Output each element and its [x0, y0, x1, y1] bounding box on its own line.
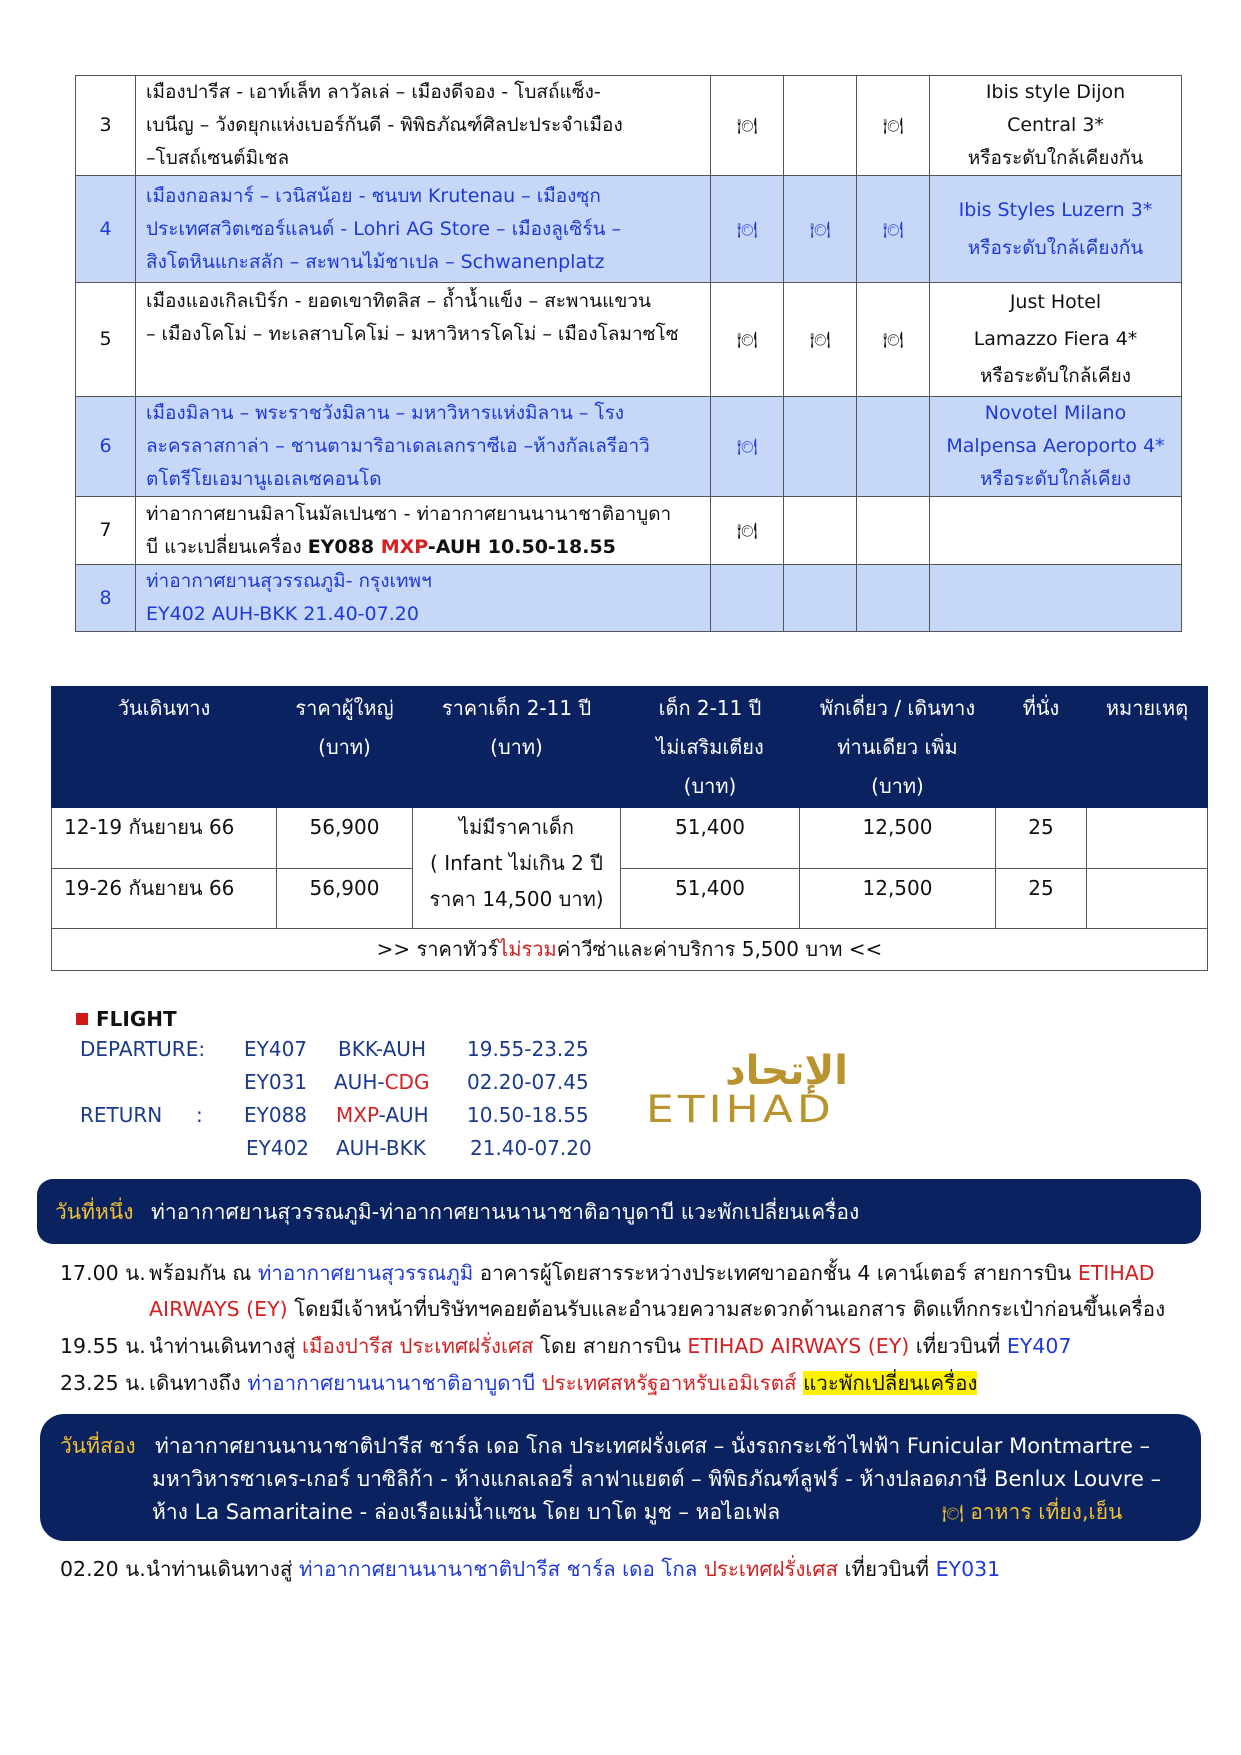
desc-line: สิงโตหินแกะสลัก – สะพานไม้ชาเปล – Schwanenplatz [146, 250, 605, 273]
airline-name: AIRWAYS (EY) [149, 1297, 288, 1321]
etihad-logo [646, 1048, 896, 1138]
text-part: อาคารผู้โดยสารระหว่างประเทศขาออกชั้น 4 เคาน์เตอร์ สายการบิน [473, 1261, 1078, 1285]
itinerary-table [75, 75, 1182, 632]
breakfast-cell [711, 176, 784, 283]
header-seats [996, 687, 1087, 808]
lunch-cell [784, 497, 857, 565]
route-part: AUH- [334, 1070, 385, 1094]
meal-icon: 🍽 [736, 330, 758, 349]
day-description [136, 397, 711, 497]
header-adult-price [277, 687, 413, 808]
desc-line: –โบสถ์เซนต์มิเชล [146, 147, 290, 169]
text-part: โดย สายการบิน [533, 1334, 688, 1358]
event-time: 02.20 น. [60, 1557, 146, 1581]
departure-label: DEPARTURE: [80, 1037, 206, 1061]
airport-name: ท่าอากาศยานนานาชาติอาบูดาบี [247, 1371, 536, 1395]
day-description [136, 497, 711, 565]
desc-line: EY402 AUH-BKK 21.40-07.20 [146, 603, 419, 625]
destination: เมืองปารีส ประเทศฝรั่งเศส [301, 1334, 534, 1358]
meal-icon: 🍽 [882, 330, 904, 349]
header-text: (บาท) [318, 735, 371, 759]
lunch-cell [784, 76, 857, 176]
event-text [149, 1330, 1072, 1363]
child-price-note [413, 808, 621, 929]
price-table [51, 686, 1208, 971]
event-text [146, 1553, 1000, 1586]
flight-route: BKK-AUH [338, 1037, 426, 1061]
flight-route [336, 1103, 429, 1127]
day-number: 8 [76, 565, 136, 632]
hotel-line: Ibis Styles Luzern 3* [958, 199, 1153, 221]
breakfast-cell [711, 397, 784, 497]
dinner-cell [857, 76, 930, 176]
day-number: 6 [76, 397, 136, 497]
flight-code: EY088 [307, 535, 381, 558]
dinner-cell [857, 565, 930, 632]
dinner-cell [857, 283, 930, 397]
header-text: พักเดี่ยว / เดินทาง [819, 696, 976, 720]
day-description [136, 283, 711, 397]
flight-code: EY031 [244, 1070, 308, 1094]
header-text: วันเดินทาง [117, 696, 211, 720]
header-child-no-bed [621, 687, 800, 808]
price-row [52, 869, 1208, 929]
header-text: เด็ก 2-11 ปี [658, 696, 762, 720]
flight-code: EY031 [935, 1557, 1001, 1581]
desc-line: – เมืองโคโม่ – ทะเลสาบโคโม่ – มหาวิหารโคโม่ – เมืองโลมาซโซ [146, 323, 679, 345]
desc-line: เมืองมิลาน – พระราชวังมิลาน – มหาวิหารแห่งมิลาน – โรง [146, 402, 625, 424]
desc-text: บี แวะเปลี่ยนเครื่อง [146, 535, 308, 558]
dinner-cell [857, 176, 930, 283]
desc-line: ประเทศสวิตเซอร์แลนด์ - Lohri AG Store – เมืองลูเซิร์น – [146, 217, 622, 240]
day-label: วันที่หนึ่ง [55, 1200, 134, 1224]
day-number: 5 [76, 283, 136, 397]
route-part: -AUH [378, 1103, 429, 1127]
day-description [136, 176, 711, 283]
day-title-line: ห้าง La Samaritaine - ล่องเรือแม่น้ำแซน โดย บาโต มูช – หอไอเฟล [152, 1500, 781, 1524]
itinerary-row [76, 176, 1182, 283]
footer-text: >> ราคาทัวร์ [376, 937, 499, 961]
text-part: เดินทางถึง [149, 1371, 248, 1395]
text-part: โดยมีเจ้าหน้าที่บริษัทฯคอยต้อนรับและอำนวยความสะดวกด้านเอกสาร ติดแท็กกระเป๋าก่อนขึ้นเครื่อง [287, 1297, 1166, 1321]
adult-price: 56,900 [277, 808, 413, 869]
hotel-cell [930, 497, 1182, 565]
remarks [1087, 869, 1208, 929]
header-text: (บาท) [490, 735, 543, 759]
seats: 25 [996, 808, 1087, 869]
desc-line: ละครลาสกาล่า – ชานตามาริอาเดลเลกราซีเอ –ห้างกัลเลรีอาวิ [146, 435, 650, 457]
hotel-line: Just Hotel [1009, 291, 1102, 313]
flight-code: EY402 [246, 1136, 310, 1160]
itinerary-row [76, 397, 1182, 497]
lunch-cell [784, 565, 857, 632]
return-colon: : [196, 1103, 203, 1127]
child-no-bed-price: 51,400 [621, 808, 800, 869]
day-number: 4 [76, 176, 136, 283]
day-number: 3 [76, 76, 136, 176]
airport-name: ท่าอากาศยานนานาชาติปารีส ชาร์ล เดอ โกล [298, 1557, 698, 1581]
itinerary-row [76, 283, 1182, 397]
itinerary-row [76, 497, 1182, 565]
hotel-line: Malpensa Aeroporto 4* [946, 435, 1165, 457]
text-part: เที่ยวบินที่ [909, 1334, 1007, 1358]
desc-line: ท่าอากาศยานสุวรรณภูมิ- กรุงเทพฯ [146, 570, 432, 592]
header-text: (บาท) [683, 774, 737, 798]
airline-name: ETIHAD [1077, 1261, 1155, 1285]
country-name: ประเทศฝรั่งเศส [703, 1557, 838, 1581]
day-label: วันที่สอง [60, 1434, 136, 1458]
square-bullet-icon [76, 1013, 88, 1025]
header-child-price [413, 687, 621, 808]
day-meals [942, 1496, 1122, 1529]
desc-line: เบนีญ – วังดยุกแห่งเบอร์กันดี - พิพิธภัณฑ์ศิลปะประจำเมือง [146, 114, 623, 136]
meal-icon: 🍽 [736, 116, 758, 135]
header-text: หมายเหตุ [1105, 696, 1189, 720]
event-text [149, 1257, 1155, 1290]
header-text: ราคาผู้ใหญ่ [295, 696, 394, 720]
remarks [1087, 808, 1208, 869]
event-time: 19.55 น. [60, 1334, 146, 1358]
header-text: ราคาเด็ก 2-11 ปี [441, 696, 592, 720]
desc-line: เมืองแองเกิลเบิร์ก - ยอดเขาทิตลิส – ถ้ำน้ำแข็ง – สะพานแขวน [146, 290, 651, 312]
text-part: นำท่านเดินทางสู่ [146, 1557, 299, 1581]
meal-text: อาหาร เที่ยง,เย็น [970, 1500, 1123, 1524]
flight-title-text: FLIGHT [96, 1007, 177, 1031]
meal-icon: 🍽 [809, 219, 831, 239]
airline-name: ETIHAD AIRWAYS (EY) [687, 1334, 910, 1358]
hotel-line: Novotel Milano [984, 402, 1127, 424]
meal-icon: 🍽 [736, 437, 758, 456]
desc-line: ท่าอากาศยานมิลาโนมัลเปนซา - ท่าอากาศยานนานาชาติอาบูดา [146, 502, 672, 525]
header-travel-date [52, 687, 277, 808]
header-text: ไม่เสริมเตียง [656, 735, 764, 759]
day-number: 7 [76, 497, 136, 565]
flight-route [334, 1070, 429, 1094]
hotel-cell [930, 397, 1182, 497]
return-label: RETURN [80, 1103, 163, 1127]
hotel-cell [930, 176, 1182, 283]
price-footer-row [52, 929, 1208, 971]
breakfast-cell [711, 283, 784, 397]
header-text: ที่นั่ง [1022, 696, 1060, 720]
breakfast-cell [711, 565, 784, 632]
flight-time: 19.55-23.25 [467, 1037, 589, 1061]
desc-line: ตโตรีโยเอมานูเอเลเซคอนโด [146, 468, 382, 490]
route-airport: MXP [336, 1103, 379, 1127]
event-time: 17.00 น. [60, 1261, 146, 1285]
flight-title [76, 1007, 177, 1031]
flight-code: EY407 [1006, 1334, 1072, 1358]
day-description [136, 76, 711, 176]
hotel-cell [930, 565, 1182, 632]
text-part: เที่ยวบินที่ [837, 1557, 936, 1581]
flight-time: 10.50-18.55 [467, 1103, 589, 1127]
event-text [149, 1367, 977, 1400]
meal-icon: 🍽 [809, 330, 831, 349]
day1-header [37, 1179, 1201, 1244]
header-text: ท่านเดียว เพิ่ม [837, 735, 958, 759]
flight-time: 02.20-07.45 [467, 1070, 589, 1094]
day-title-line: มหาวิหารซาเคร-เกอร์ บาซิลิก้า - ห้างแกลเลอรี่ ลาฟาแยตต์ – พิพิธภัณฑ์ลูฟร์ - ห้างปลอดภาษี Benlux Louvre – [152, 1467, 1162, 1491]
child-no-bed-price: 51,400 [621, 869, 800, 929]
route-airport: CDG [384, 1070, 430, 1094]
footer-excluded: ไม่รวม [498, 937, 557, 961]
price-header-row [52, 687, 1208, 808]
day-title: ท่าอากาศยานสุวรรณภูมิ-ท่าอากาศยานนานาชาติอาบูดาบี แวะพักเปลี่ยนเครื่อง [151, 1200, 860, 1224]
hotel-line: Lamazzo Fiera 4* [973, 328, 1138, 350]
day-title-line: ท่าอากาศยานนานาชาติปารีส ชาร์ล เดอ โกล ประเทศฝรั่งเศส – นั่งรถกระเช้าไฟฟ้า Funicular Montmartre – [155, 1434, 1151, 1458]
day2-header [40, 1414, 1201, 1541]
day-description [136, 565, 711, 632]
highlight-text: แวะพักเปลี่ยนเครื่อง [803, 1371, 978, 1395]
flight-code: EY088 [244, 1103, 308, 1127]
meal-icon: 🍽 [736, 219, 758, 239]
header-single-supplement [800, 687, 996, 808]
price-footer-note [52, 929, 1208, 971]
header-remarks [1087, 687, 1208, 808]
lunch-cell [784, 283, 857, 397]
lunch-cell [784, 176, 857, 283]
meal-icon: 🍽 [736, 521, 758, 540]
flight-time: 21.40-07.20 [470, 1136, 592, 1160]
airport-name: ท่าอากาศยานสุวรรณภูมิ [257, 1261, 474, 1285]
travel-date: 12-19 กันยายน 66 [52, 808, 277, 869]
flight-route: AUH-BKK [336, 1136, 426, 1160]
hotel-line: หรือระดับใกล้เคียงกัน [967, 147, 1144, 169]
note-line: ราคา 14,500 บาท) [429, 887, 604, 911]
price-row [52, 808, 1208, 869]
event-text [149, 1293, 1165, 1326]
adult-price: 56,900 [277, 869, 413, 929]
itinerary-row [76, 565, 1182, 632]
hotel-cell [930, 76, 1182, 176]
hotel-line: หรือระดับใกล้เคียงกัน [967, 237, 1144, 259]
logo-arabic: الإتحاد [725, 1048, 848, 1094]
meal-icon: 🍽 [942, 1504, 964, 1524]
desc-line: เมืองกอลมาร์ – เวนิสน้อย - ชนบท Krutenau – เมืองซุก [146, 184, 601, 207]
hotel-cell [930, 283, 1182, 397]
country-name: ประเทศสหรัฐอาหรับเอมิเรตส์ [535, 1371, 797, 1395]
note-line: ( Infant ไม่เกิน 2 ปี [430, 851, 603, 875]
text-part: พร้อมกัน ณ [149, 1261, 258, 1285]
seats: 25 [996, 869, 1087, 929]
dinner-cell [857, 497, 930, 565]
desc-line: เมืองปารีส - เอาท์เล็ท ลาวัลเล่ – เมืองดีจอง - โบสถ์แซ็ง- [146, 81, 601, 103]
meal-icon: 🍽 [882, 219, 904, 239]
logo-text: ETIHAD [646, 1088, 835, 1132]
single-supplement: 12,500 [800, 808, 996, 869]
single-supplement: 12,500 [800, 869, 996, 929]
itinerary-row [76, 76, 1182, 176]
airport-code: MXP [380, 535, 428, 558]
dinner-cell [857, 397, 930, 497]
breakfast-cell [711, 497, 784, 565]
lunch-cell [784, 397, 857, 497]
note-line: ไม่มีราคาเด็ก [459, 815, 574, 839]
desc-line [146, 531, 702, 564]
meal-icon: 🍽 [882, 116, 904, 135]
hotel-line: Ibis style Dijon [985, 81, 1126, 103]
flight-route-time: -AUH 10.50-18.55 [427, 535, 616, 558]
hotel-line: หรือระดับใกล้เคียง [980, 468, 1131, 490]
text-part: นำท่านเดินทางสู่ [149, 1334, 302, 1358]
breakfast-cell [711, 76, 784, 176]
hotel-line: Central 3* [1007, 114, 1104, 136]
header-text: (บาท) [871, 774, 924, 798]
travel-date: 19-26 กันยายน 66 [52, 869, 277, 929]
hotel-line: หรือระดับใกล้เคียง [980, 365, 1131, 387]
flight-code: EY407 [244, 1037, 308, 1061]
flight-section [76, 1007, 177, 1031]
event-time: 23.25 น. [60, 1371, 146, 1395]
footer-text: ค่าวีซ่าและค่าบริการ 5,500 บาท << [556, 937, 883, 961]
